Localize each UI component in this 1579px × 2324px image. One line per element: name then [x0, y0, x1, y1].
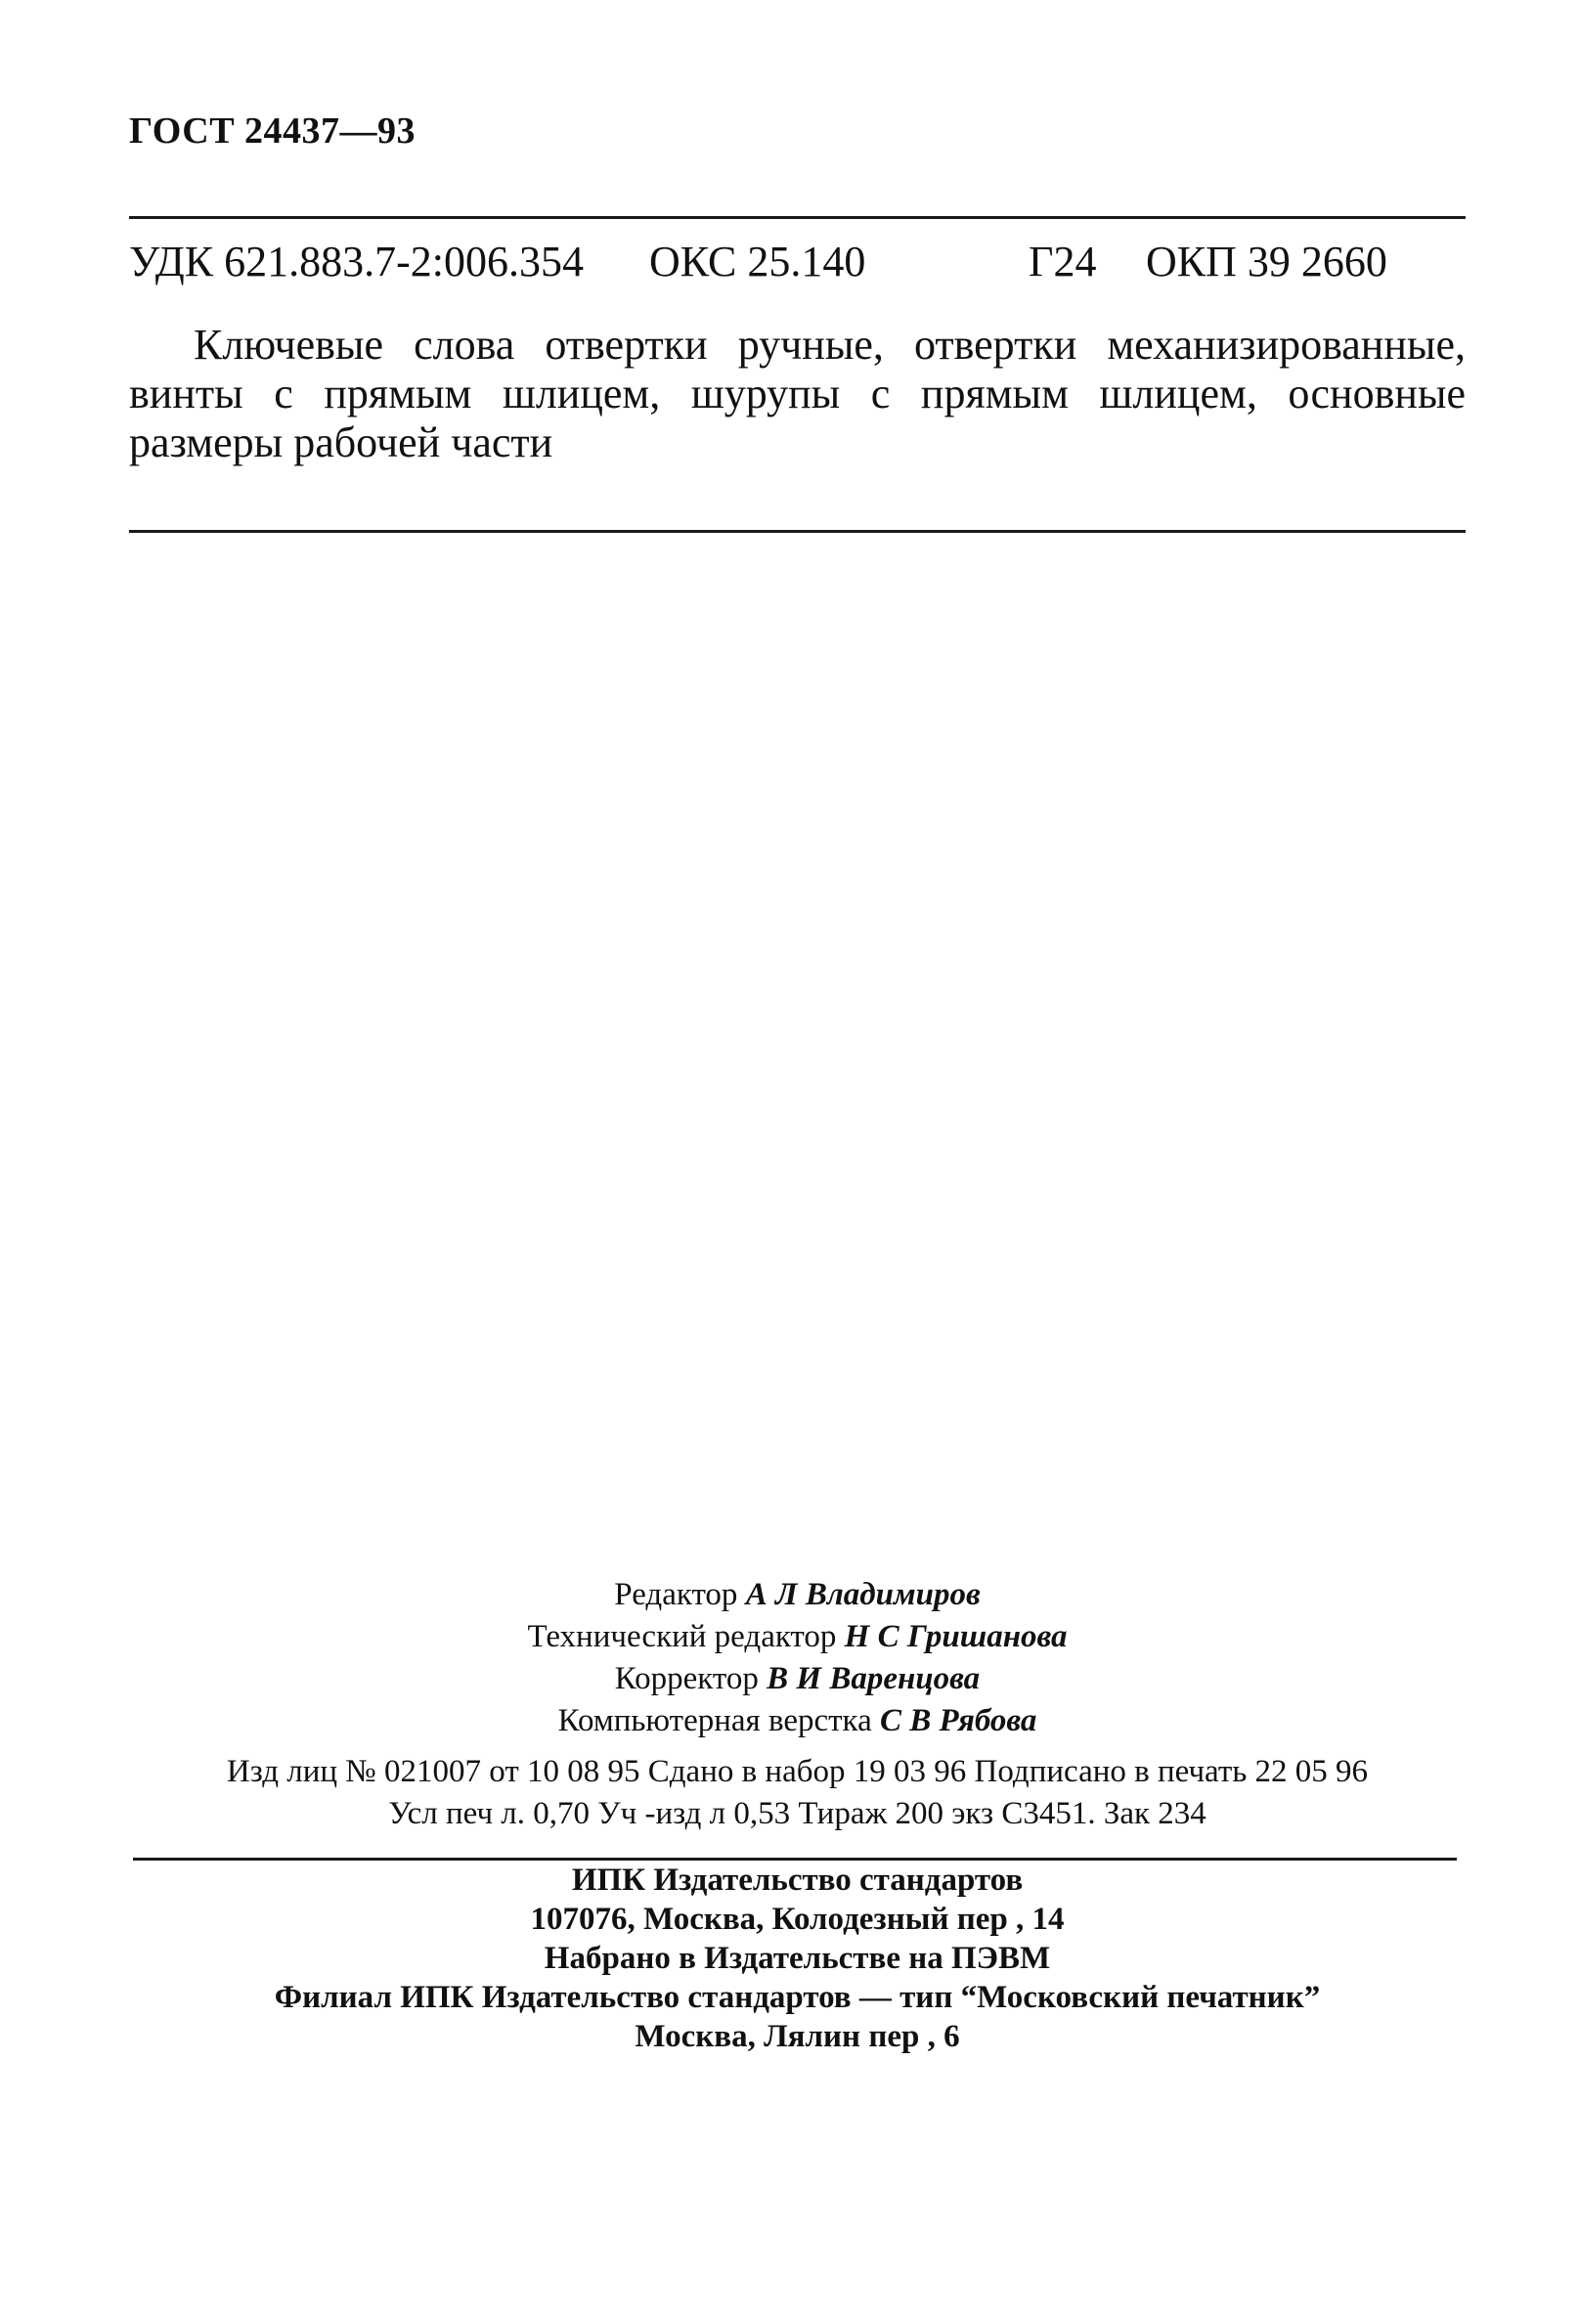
publisher-line: ИПК Издательство стандартов — [571, 1863, 1024, 1898]
keywords-block — [129, 321, 1466, 467]
imprint-block — [129, 1751, 1466, 1835]
top-divider — [129, 216, 1466, 219]
group-code: Г24 — [1029, 238, 1097, 285]
middle-divider — [129, 530, 1466, 533]
udk-code: УДК 621.883.7-2:006.354 — [129, 238, 584, 285]
credit-layout — [129, 1700, 1466, 1742]
credit-editor — [129, 1574, 1466, 1616]
imprint-line: Усл печ л. 0,70 Уч -изд л 0,53 Тираж 200 экз С3451. Зак 234 — [388, 1796, 1206, 1831]
keywords-line: размеры рабочей части — [129, 418, 553, 466]
publisher-line: Филиал ИПК Издательство стандартов — тип “Московский печатник” — [274, 1980, 1321, 2015]
keywords-line: винты с прямым шлицем, шурупы с прямым шлицем, основные — [129, 370, 1466, 417]
okp-code: ОКП 39 2660 — [1146, 238, 1387, 285]
credit-name: В И Варенцова — [767, 1661, 981, 1696]
publisher-line: 107076, Москва, Колодезный пер , 14 — [530, 1902, 1065, 1937]
publisher-block — [129, 1861, 1466, 2056]
credit-tech-editor — [129, 1616, 1466, 1658]
standard-id: ГОСТ 24437—93 — [129, 110, 417, 152]
imprint-line: Изд лиц № 021007 от 10 08 95 Сдано в набор 19 03 96 Подписано в печать 22 05 96 — [226, 1754, 1369, 1789]
publisher-line: Москва, Лялин пер , 6 — [635, 2019, 960, 2054]
credit-name: С В Рябова — [879, 1703, 1037, 1738]
credit-proofreader — [129, 1658, 1466, 1700]
keywords-line: Ключевые слова отвертки ручные, отвертки механизированные, — [194, 321, 1466, 369]
credit-role: Корректор — [614, 1661, 759, 1696]
credit-name: Н С Гришанова — [844, 1619, 1068, 1654]
oks-code: ОКС 25.140 — [649, 238, 866, 285]
publisher-line: Набрано в Издательстве на ПЭВМ — [544, 1941, 1051, 1976]
credit-role: Технический редактор — [527, 1619, 837, 1654]
credits-block — [129, 1574, 1466, 1742]
credit-name: А Л Владимиров — [745, 1577, 981, 1612]
credit-role: Редактор — [614, 1577, 738, 1612]
credit-role: Компьютерная верстка — [557, 1703, 872, 1738]
